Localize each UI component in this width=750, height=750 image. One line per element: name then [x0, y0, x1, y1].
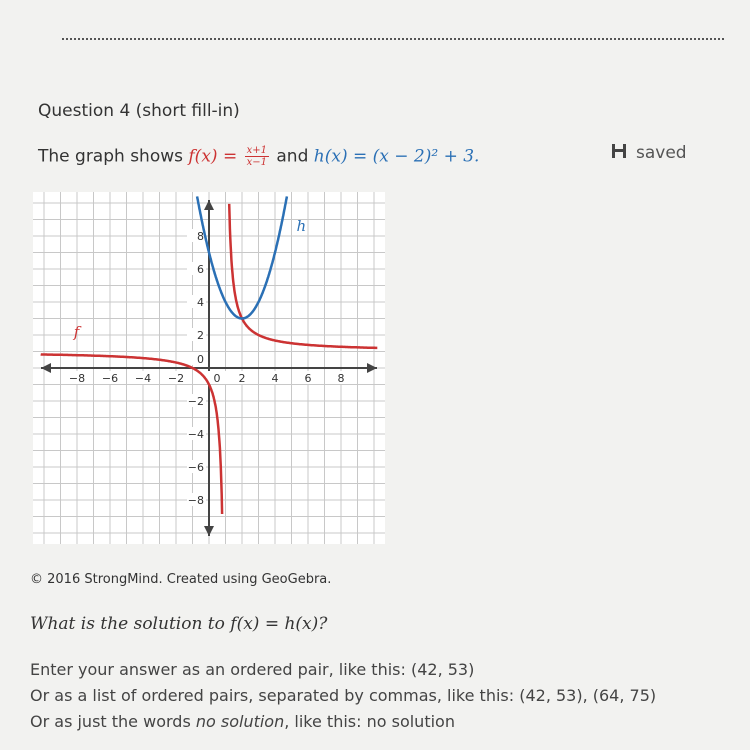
- answer-instructions: [30, 657, 656, 735]
- x-tick-label: −4: [134, 372, 152, 385]
- h-definition: h(x) = (x − 2)² + 3.: [313, 146, 480, 167]
- y-tick-label: 8: [197, 230, 204, 243]
- instruction-line-2: Or as a list of ordered pairs, separated by commas, like this: (42, 53), (64, 75): [30, 686, 657, 705]
- f-fraction: [245, 145, 269, 168]
- h-curve-label: h: [296, 217, 307, 236]
- graph-credit: © 2016 StrongMind. Created using GeoGebra.: [30, 572, 332, 587]
- x-tick-label: −8: [68, 372, 86, 385]
- prompt-connector: and: [276, 146, 314, 167]
- function-graph: [33, 192, 385, 544]
- graph-canvas: [33, 192, 385, 544]
- y-tick-label: 2: [197, 329, 204, 342]
- x-tick-label: −6: [101, 372, 119, 385]
- solution-question-text: What is the solution to f(x) = h(x)?: [30, 614, 328, 634]
- y-tick-label: −8: [187, 494, 204, 507]
- f-numerator: x+1: [246, 145, 267, 156]
- f-curve-label: f: [73, 323, 80, 341]
- x-tick-label: 6: [304, 372, 312, 385]
- instruction-line-3-italic: no solution: [195, 712, 285, 731]
- instruction-line-1: Enter your answer as an ordered pair, like this: (42, 53): [30, 660, 475, 679]
- x-tick-label: 8: [337, 372, 345, 385]
- question-prompt: [38, 145, 479, 168]
- y-tick-label: −4: [187, 428, 204, 441]
- x-tick-label: 0: [213, 372, 221, 385]
- top-divider: [62, 38, 724, 40]
- f-definition-lhs: f(x) =: [188, 146, 243, 167]
- instruction-line-3-prefix: Or as just the words: [30, 712, 196, 731]
- y-tick-label: −2: [187, 395, 204, 408]
- y-tick-label: 6: [197, 263, 204, 276]
- f-denominator: x−1: [246, 157, 267, 168]
- save-icon: [612, 143, 626, 163]
- y-tick-label: 4: [197, 296, 204, 309]
- solution-question: [30, 614, 327, 634]
- prompt-prefix: The graph shows: [38, 146, 189, 167]
- instruction-line-3: [30, 709, 656, 735]
- question-title: Question 4 (short fill-in): [38, 101, 240, 121]
- y-tick-label: 0: [197, 353, 204, 366]
- x-tick-label: 2: [238, 372, 246, 385]
- y-tick-label: −6: [187, 461, 204, 474]
- saved-label: saved: [636, 143, 687, 163]
- x-tick-label: −2: [167, 372, 185, 385]
- x-tick-label: 4: [271, 372, 279, 385]
- saved-status: [612, 143, 687, 163]
- instruction-line-3-suffix: , like this: no solution: [284, 712, 455, 731]
